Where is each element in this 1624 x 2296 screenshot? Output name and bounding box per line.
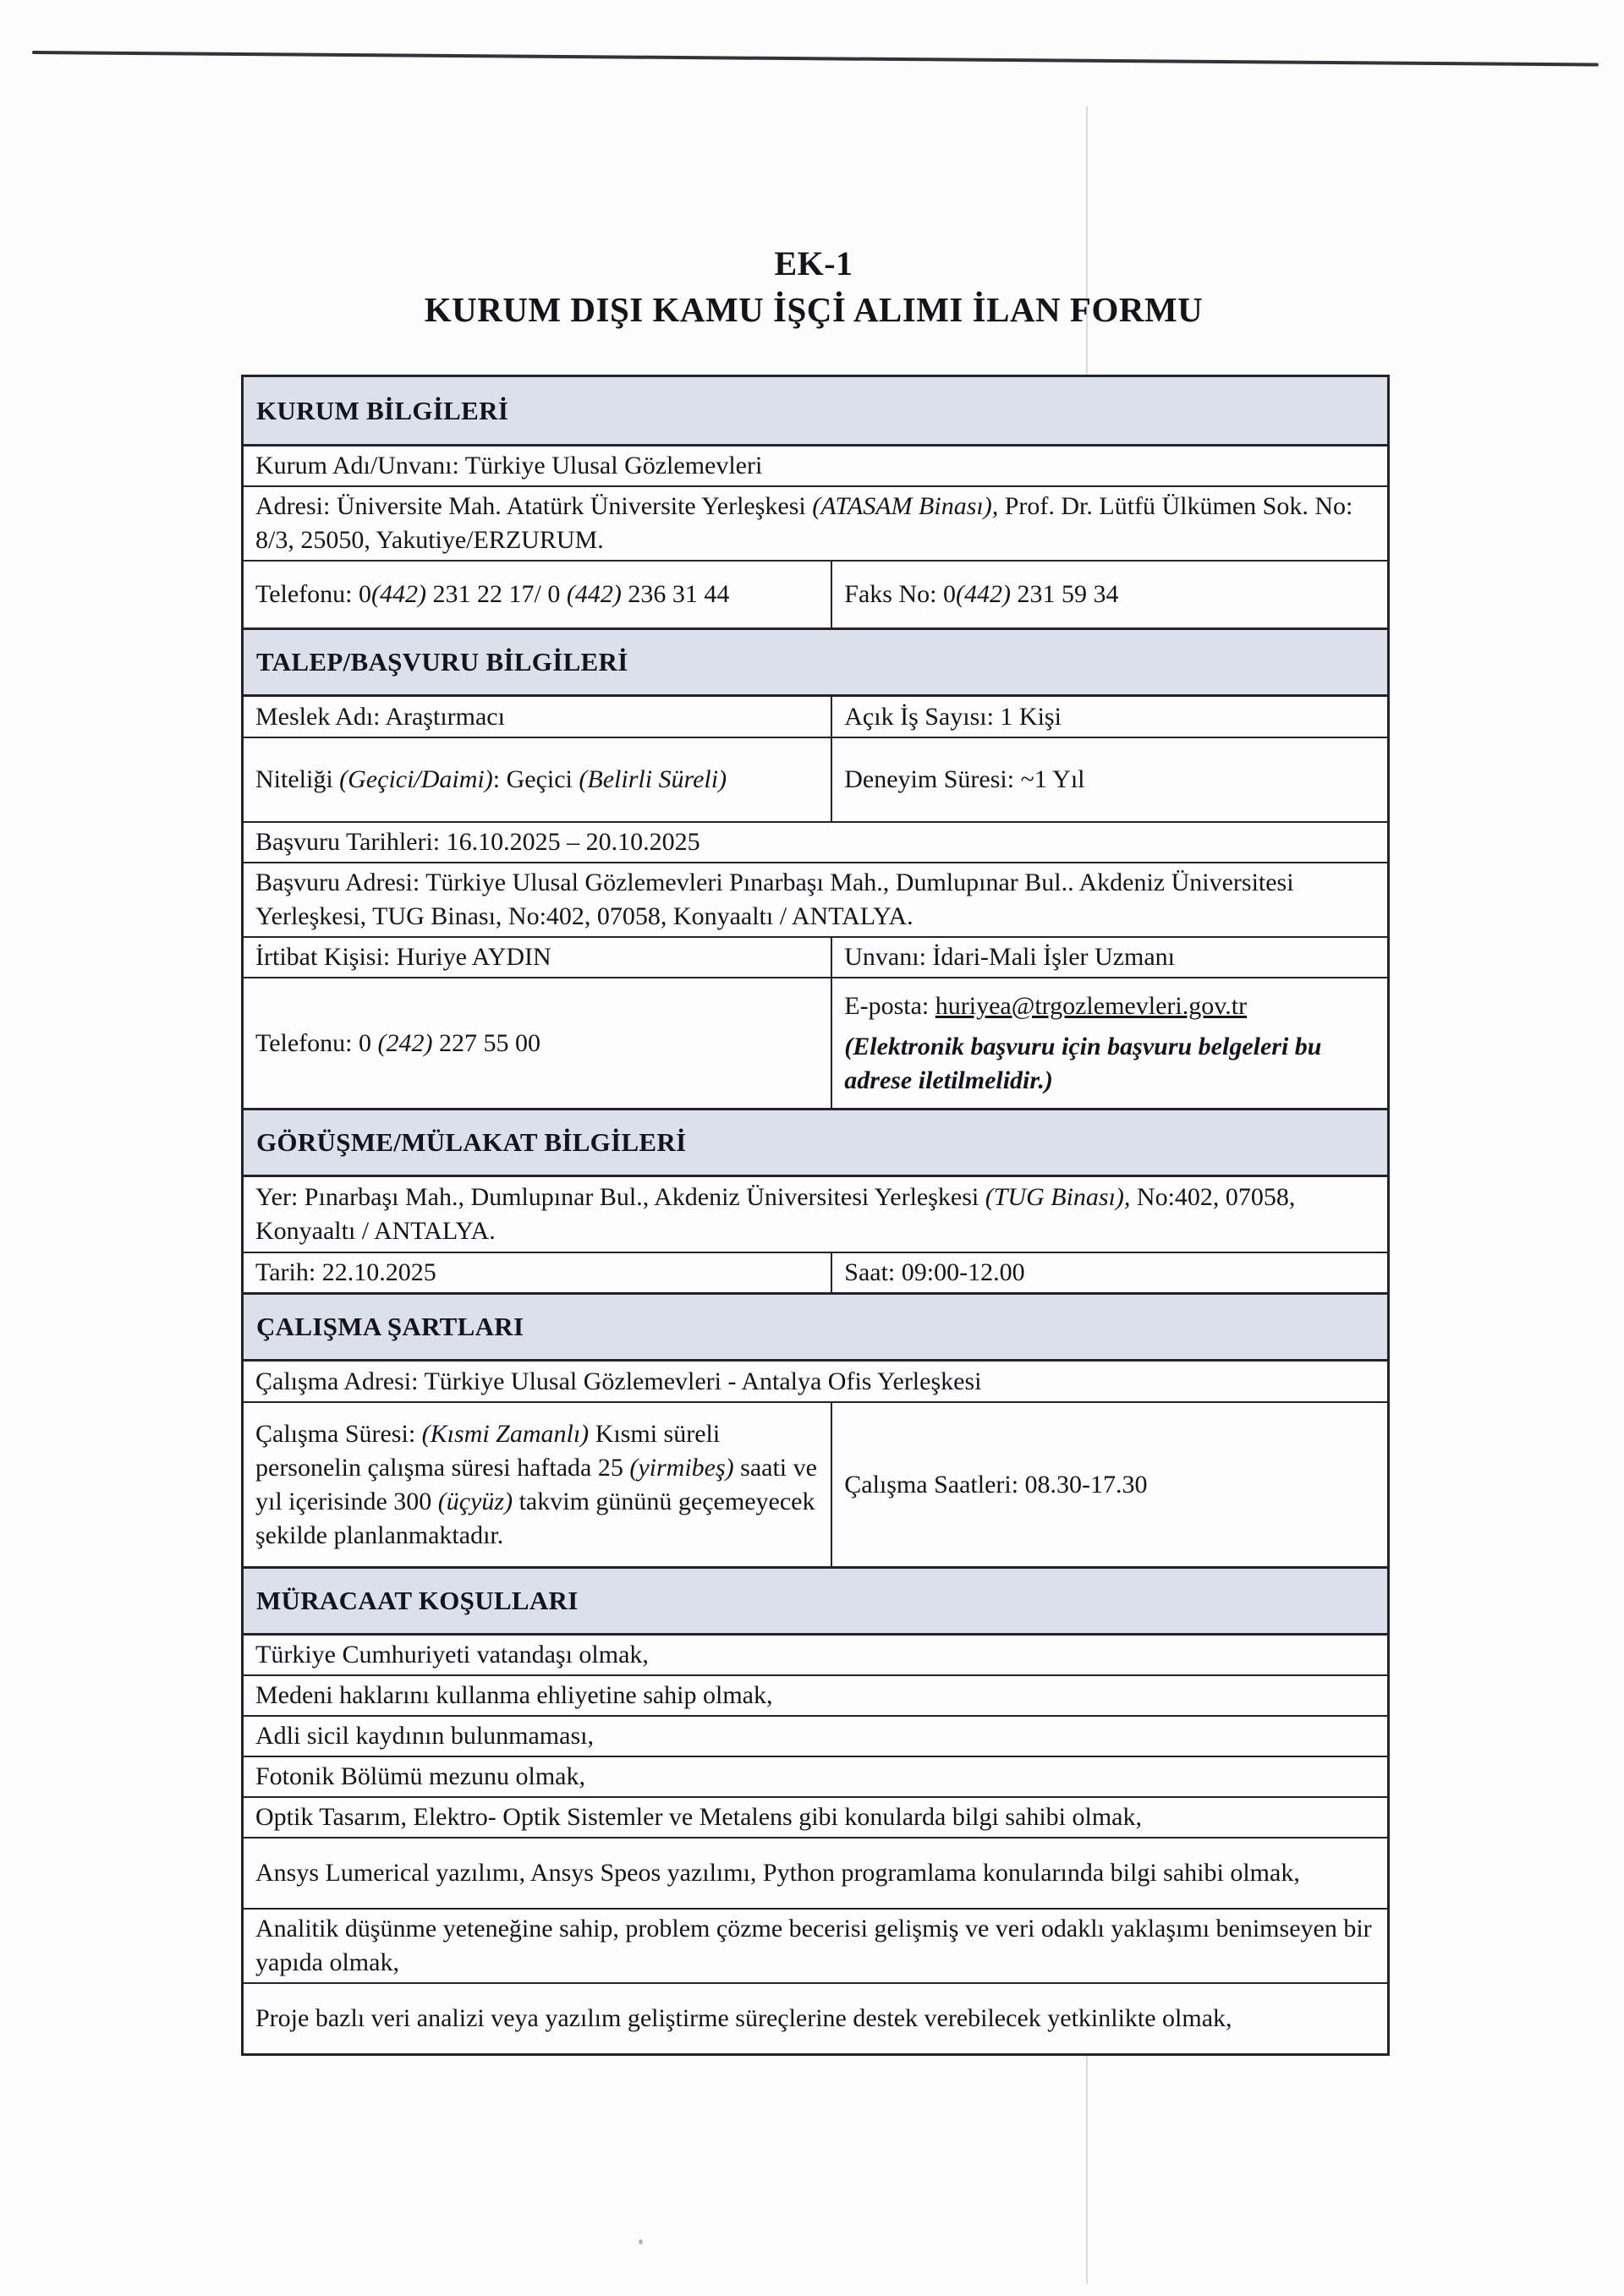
field-text: Başvuru Adresi: Türkiye Ulusal Gözlemevleri Pınarbaşı Mah., Dumlupınar Bul.. Akdeniz Üniversitesi Yerleşkesi, TUG Binası, No:402, 07058, Konyaaltı / ANTALYA. xyxy=(255,869,1294,930)
row-kosul-4 xyxy=(244,1756,1387,1796)
page-title: KURUM DIŞI KAMU İŞÇİ ALIMI İLAN FORMU xyxy=(424,290,1204,329)
field-text: Telefonu: 0 (242) 227 55 00 xyxy=(255,1028,541,1057)
field-mulakat-yeri xyxy=(244,1177,1387,1252)
field-text: Optik Tasarım, Elektro- Optik Sistemler ve Metalens gibi konularda bilgi sahibi olmak, xyxy=(255,1803,1142,1831)
kosul-item xyxy=(244,1757,1387,1796)
field-text: Tarih: 22.10.2025 xyxy=(255,1258,436,1286)
field-text: Niteliği (Geçici/Daimi): Geçici (Belirli Süreli) xyxy=(255,765,727,793)
section-header-talep-basvuru xyxy=(244,627,1387,697)
field-meslek-adi xyxy=(244,697,832,737)
field-kurum-adresi xyxy=(244,487,1387,560)
field-irtibat-telefonu xyxy=(244,978,832,1108)
row-kosul-5 xyxy=(244,1796,1387,1837)
field-text: Adresi: Üniversite Mah. Atatürk Üniversite Yerleşkesi (ATASAM Binası), Prof. Dr. Lütfü Ülkümen Sok. No: 8/3, 25050, Yakutiye/ERZURUM. xyxy=(255,492,1353,554)
field-kurum-adi-unvani xyxy=(244,447,1387,485)
field-niteligi xyxy=(244,738,832,821)
scan-artifact-line xyxy=(32,51,1599,67)
section-title: TALEP/BAŞVURU BİLGİLERİ xyxy=(256,647,628,677)
field-text: Medeni haklarını kullanma ehliyetine sahip olmak, xyxy=(255,1681,773,1709)
field-unvani xyxy=(832,938,1387,977)
kosul-item xyxy=(244,1838,1387,1908)
row-kurum-adi xyxy=(244,447,1387,485)
email-address: huriyea@trgozlemevleri.gov.tr xyxy=(935,991,1248,1020)
field-text: Çalışma Süresi: (Kısmi Zamanlı) Kısmi süreli personelin çalışma süresi haftada 25 (yirmibeş) saati ve yıl içerisinde 300 (üçyüz) takvim gününü geçemeyecek şekilde planlanmaktadır. xyxy=(255,1419,817,1549)
section-header-kurum-bilgileri xyxy=(244,377,1387,447)
row-kosul-7 xyxy=(244,1908,1387,1982)
field-kurum-telefonu xyxy=(244,562,832,627)
form-table xyxy=(241,375,1390,2056)
row-calisma-suresi-saatleri xyxy=(244,1401,1387,1566)
field-basvuru-adresi xyxy=(244,863,1387,936)
row-basvuru-tarihleri xyxy=(244,821,1387,862)
row-basvuru-adresi xyxy=(244,862,1387,936)
field-text: Ansys Lumerical yazılımı, Ansys Speos yazılımı, Python programlama konularında bilgi sahibi olmak, xyxy=(255,1859,1300,1887)
field-basvuru-tarihleri xyxy=(244,823,1387,862)
field-deneyim-suresi xyxy=(832,738,1387,821)
field-eposta xyxy=(832,978,1387,1108)
eposta-note: (Elektronik başvuru için başvuru belgeleri bu adrese iletilmelidir.) xyxy=(844,1032,1322,1094)
section-title: GÖRÜŞME/MÜLAKAT BİLGİLERİ xyxy=(256,1127,687,1157)
row-kurum-adresi xyxy=(244,485,1387,560)
field-text: Faks No: 0(442) 231 59 34 xyxy=(844,580,1119,608)
section-header-calisma-sartlari xyxy=(244,1292,1387,1362)
kosul-item xyxy=(244,1717,1387,1756)
row-kosul-3 xyxy=(244,1715,1387,1756)
field-text: İrtibat Kişisi: Huriye AYDIN xyxy=(255,943,551,971)
row-meslek-acikis xyxy=(244,697,1387,737)
field-text: Proje bazlı veri analizi veya yazılım geliştirme süreçlerine destek verebilecek yetkinlikte olmak, xyxy=(255,2004,1232,2032)
field-text: Analitik düşünme yeteneğine sahip, problem çözme becerisi gelişmiş ve veri odaklı yaklaşımı benimseyen bir yapıda olmak, xyxy=(255,1915,1372,1976)
field-irtibat-kisisi xyxy=(244,938,832,977)
field-faks-no xyxy=(832,562,1387,627)
field-mulakat-saati xyxy=(832,1253,1387,1292)
section-title: MÜRACAAT KOŞULLARI xyxy=(256,1586,579,1615)
field-acik-is-sayisi xyxy=(832,697,1387,737)
field-text: Çalışma Adresi: Türkiye Ulusal Gözlemevleri - Antalya Ofis Yerleşkesi xyxy=(255,1367,982,1395)
row-kurum-telefon-faks xyxy=(244,560,1387,627)
kosul-item xyxy=(244,1676,1387,1715)
row-kosul-2 xyxy=(244,1674,1387,1715)
field-text: Meslek Adı: Araştırmacı xyxy=(255,702,505,731)
row-nitelik-deneyim xyxy=(244,737,1387,821)
field-calisma-adresi xyxy=(244,1362,1387,1401)
row-kosul-1 xyxy=(244,1636,1387,1674)
form-code: EK-1 xyxy=(774,244,853,282)
field-calisma-saatleri xyxy=(832,1403,1387,1566)
field-text: Kurum Adı/Unvanı: Türkiye Ulusal Gözlemevleri xyxy=(255,452,763,479)
field-text: Çalışma Saatleri: 08.30-17.30 xyxy=(844,1470,1148,1499)
row-kosul-8 xyxy=(244,1982,1387,2053)
field-text: Saat: 09:00-12.00 xyxy=(844,1258,1025,1286)
row-irtibat-unvan xyxy=(244,936,1387,977)
section-header-gorusme-mulakat xyxy=(244,1108,1387,1177)
field-calisma-suresi xyxy=(244,1403,832,1566)
field-text: Açık İş Sayısı: 1 Kişi xyxy=(844,702,1062,731)
section-title: KURUM BİLGİLERİ xyxy=(256,395,509,425)
section-title: ÇALIŞMA ŞARTLARI xyxy=(256,1312,524,1341)
field-text: Adli sicil kaydının bulunmaması, xyxy=(255,1722,594,1750)
row-kosul-6 xyxy=(244,1837,1387,1908)
field-text: Fotonik Bölümü mezunu olmak, xyxy=(255,1762,585,1790)
field-text: Yer: Pınarbaşı Mah., Dumlupınar Bul., Akdeniz Üniversitesi Yerleşkesi (TUG Binası), No:402, 07058, Konyaaltı / ANTALYA. xyxy=(255,1183,1296,1245)
row-mulakat-yeri xyxy=(244,1177,1387,1252)
kosul-item xyxy=(244,1798,1387,1837)
field-text: Unvanı: İdari-Mali İşler Uzmanı xyxy=(844,943,1175,971)
field-mulakat-tarihi xyxy=(244,1253,832,1292)
row-calisma-adresi xyxy=(244,1362,1387,1401)
kosul-item xyxy=(244,1636,1387,1674)
scan-speck xyxy=(639,2239,643,2244)
field-text: Başvuru Tarihleri: 16.10.2025 – 20.10.2025 xyxy=(255,828,700,856)
field-text: Telefonu: 0(442) 231 22 17/ 0 (442) 236 31 44 xyxy=(255,580,730,608)
field-text: Türkiye Cumhuriyeti vatandaşı olmak, xyxy=(255,1641,649,1669)
field-text: Deneyim Süresi: ~1 Yıl xyxy=(844,765,1085,793)
kosul-item xyxy=(244,1910,1387,1982)
row-tarih-saat xyxy=(244,1252,1387,1292)
eposta-value-line: E-posta: huriyea@trgozlemevleri.gov.tr xyxy=(844,991,1248,1020)
section-header-muracaat-kosullari xyxy=(244,1566,1387,1636)
kosul-item xyxy=(244,1984,1387,2053)
row-telefon-eposta xyxy=(244,977,1387,1108)
